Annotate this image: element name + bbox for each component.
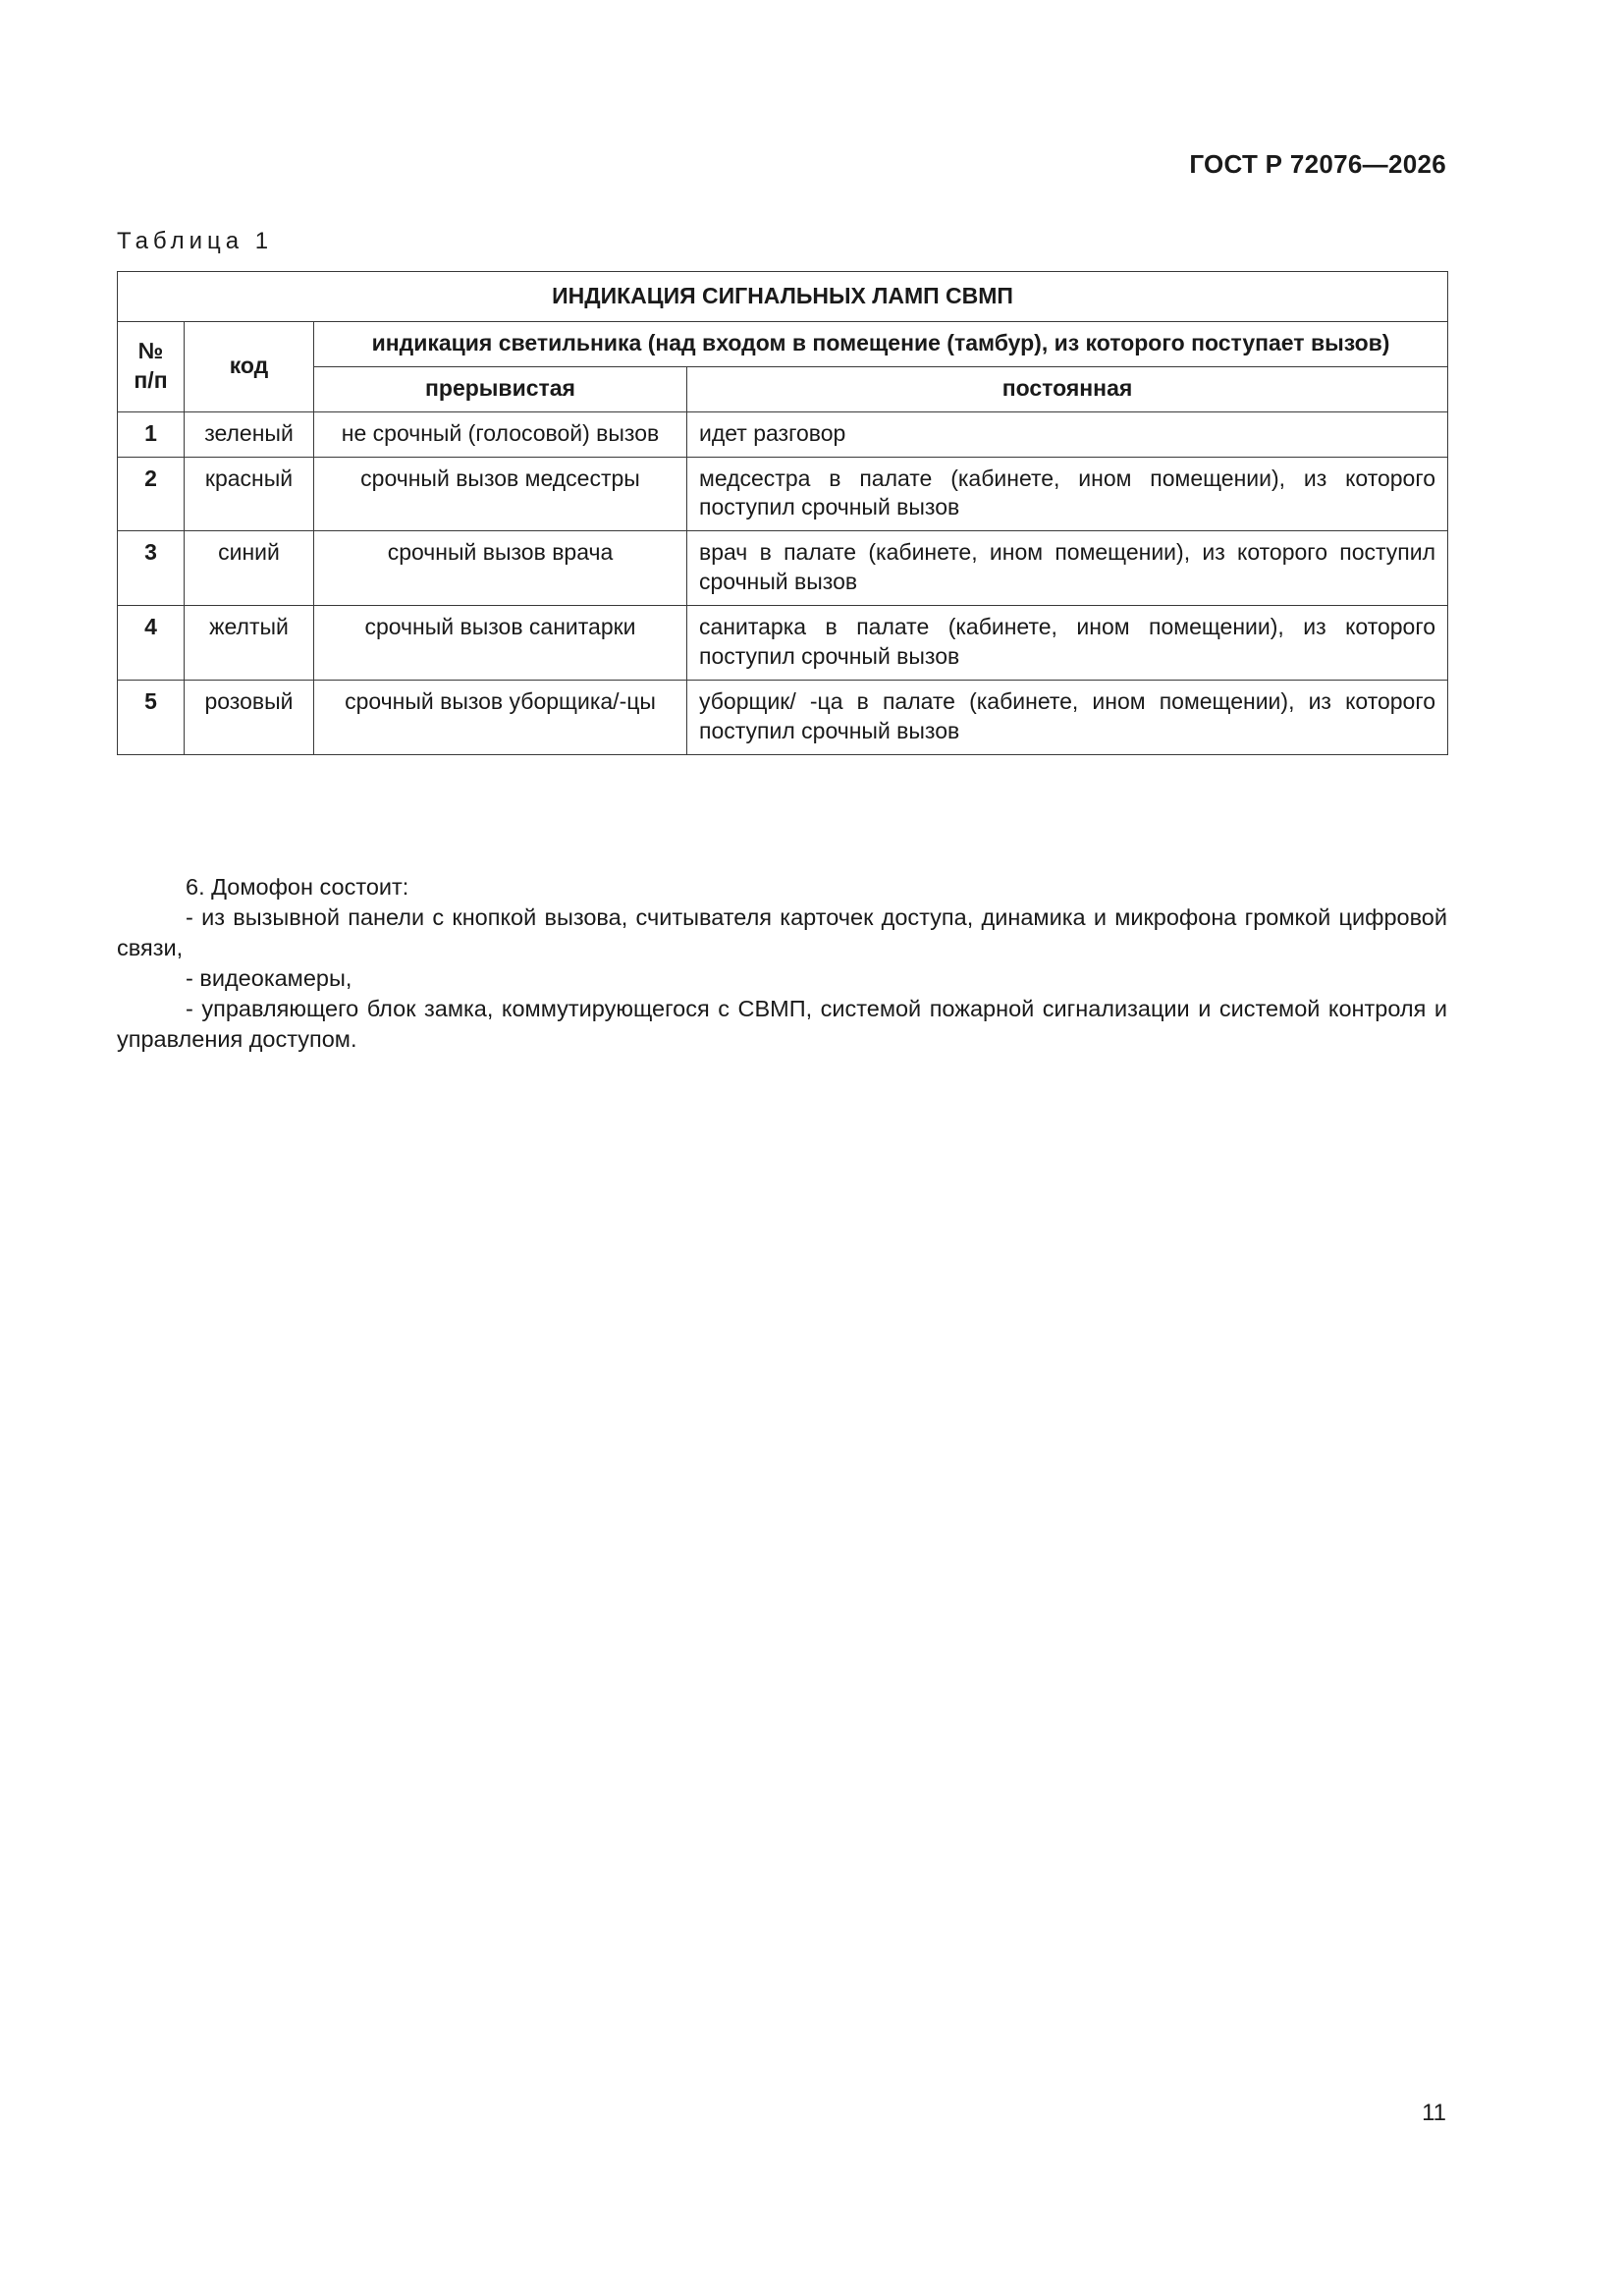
column-header-blinking: прерывистая [314,366,687,411]
row-steady: врач в палате (кабинете, ином помещении), из которого поступил срочный вызов [687,531,1448,606]
row-steady: уборщик/ -ца в палате (кабинете, ином помещении), из которого поступил срочный вызов [687,680,1448,754]
document-code: ГОСТ Р 72076—2026 [1189,149,1446,179]
list-item: - видеокамеры, [186,965,352,992]
row-steady: санитарка в палате (кабинете, ином помещении), из которого поступил срочный вызов [687,606,1448,681]
table-row [118,457,1448,531]
row-blinking: срочный вызов врача [314,531,687,606]
table-title: ИНДИКАЦИЯ СИГНАЛЬНЫХ ЛАМП СВМП [118,272,1448,322]
row-steady: идет разговор [687,411,1448,457]
row-steady: медсестра в палате (кабинете, ином помещении), из которого поступил срочный вызов [687,457,1448,531]
row-code: синий [185,531,314,606]
column-header-steady: постоянная [687,366,1448,411]
page-number: 11 [1422,2100,1446,2126]
row-number: 4 [118,606,185,681]
row-code: красный [185,457,314,531]
table-caption: Таблица 1 [117,228,274,254]
row-number: 2 [118,457,185,531]
column-header-indication: индикация светильника (над входом в помещение (тамбур), из которого поступает вызов) [314,321,1448,366]
section-lead: 6. Домофон состоит: [186,874,409,900]
row-code: зеленый [185,411,314,457]
table-row [118,411,1448,457]
table-row [118,606,1448,681]
row-code: розовый [185,680,314,754]
row-number: 5 [118,680,185,754]
row-number: 1 [118,411,185,457]
row-blinking: срочный вызов санитарки [314,606,687,681]
list-item: - из вызывной панели с кнопкой вызова, считывателя карточек доступа, динамика и микрофона громкой цифровой связи, [117,904,1447,961]
signal-lamps-table [117,271,1448,755]
row-blinking: срочный вызов медсестры [314,457,687,531]
list-item: - управляющего блок замка, коммутирующегося с СВМП, системой пожарной сигнализации и системой контроля и управления доступом. [117,996,1447,1053]
row-code: желтый [185,606,314,681]
intercom-section [117,872,1447,1055]
table-row [118,531,1448,606]
column-header-num: № п/п [118,321,185,411]
row-number: 3 [118,531,185,606]
row-blinking: срочный вызов уборщика/-цы [314,680,687,754]
row-blinking: не срочный (голосовой) вызов [314,411,687,457]
table-row [118,680,1448,754]
column-header-code: код [185,321,314,411]
